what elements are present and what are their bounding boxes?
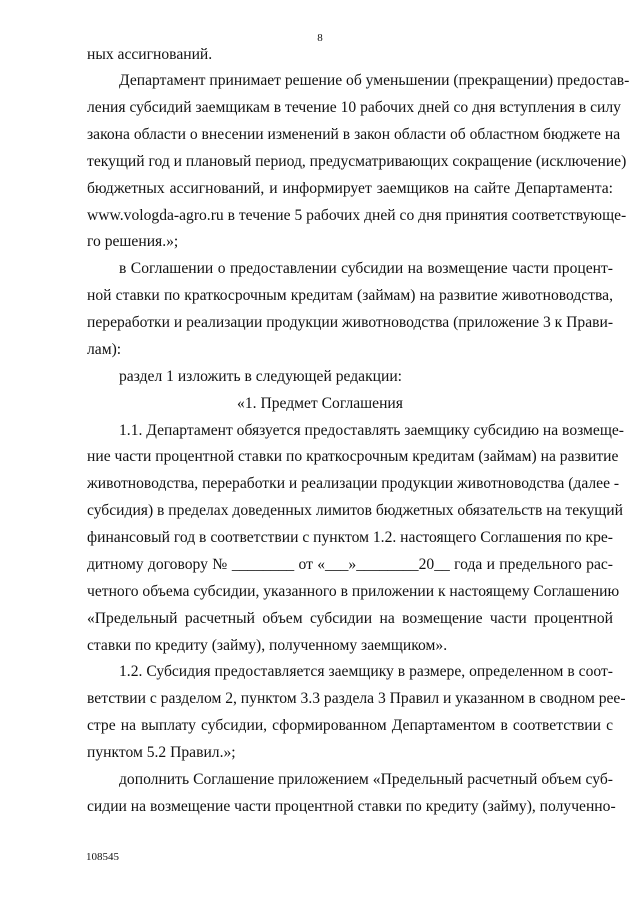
text-line: в Соглашении о предоставлении субсидии на возмещение части процент-	[119, 260, 613, 277]
text-line: ветствии с разделом 2, пунктом 3.3 раздела 3 Правил и указанном в сводном рее-	[87, 690, 626, 707]
text-line: www.vologda-agro.ru в течение 5 рабочих дней со дня принятия соответствующе-	[87, 207, 627, 224]
text-line: ставки по кредиту (займу), полученному заемщиком».	[87, 637, 448, 654]
page-number: 8	[317, 32, 323, 44]
text-line: ной ставки по краткосрочным кредитам (займам) на развитие животноводства,	[87, 287, 613, 304]
text-line: финансовый год в соответствии с пунктом 1.2. настоящего Соглашения по кре-	[87, 529, 613, 546]
text-line: 1.2. Субсидия предоставляется заемщику в размере, определенном в соот-	[119, 663, 613, 680]
text-line: го решения.»;	[87, 233, 179, 250]
text-line: ления субсидий заемщикам в течение 10 рабочих дней со дня вступления в силу	[87, 99, 621, 116]
text-line: ние части процентной ставки по краткосрочным кредитам (займам) на развитие	[87, 448, 619, 465]
text-line: дополнить Соглашение приложением «Предельный расчетный объем суб-	[119, 771, 613, 788]
text-line: сидии на возмещение части процентной ставки по кредиту (займу), полученно-	[87, 798, 616, 815]
text-line: бюджетных ассигнований, и информирует заемщиков на сайте Департамента:	[87, 180, 613, 197]
text-line: раздел 1 изложить в следующей редакции:	[119, 368, 403, 385]
text-line: дитному договору № ________ от «___»________20__ года и предельного рас-	[87, 556, 613, 573]
text-line: четного объема субсидии, указанного в приложении к настоящему Соглашению	[87, 583, 620, 600]
text-line: субсидия) в пределах доведенных лимитов бюджетных обязательств на текущий	[87, 502, 623, 519]
text-line: «Предельный расчетный объем субсидии на возмещение части процентной	[87, 610, 613, 627]
text-line: стре на выплату субсидии, сформированном Департаментом в соответствии с	[87, 717, 613, 734]
section-heading: «1. Предмет Соглашения	[237, 395, 403, 412]
document-code: 108545	[86, 851, 119, 863]
text-line: закона области о внесении изменений в закон области об областном бюджете на	[87, 126, 621, 143]
text-line: Департамент принимает решение об уменьшении (прекращении) предостав-	[119, 72, 630, 89]
text-line: лам):	[87, 341, 122, 358]
text-line: ных ассигнований.	[87, 46, 213, 63]
text-line: переработки и реализации продукции животноводства (приложение 3 к Прави-	[87, 314, 614, 331]
text-line: пунктом 5.2 Правил.»;	[87, 744, 236, 761]
text-line: животноводства, переработки и реализации продукции животноводства (далее -	[87, 475, 620, 492]
text-line: 1.1. Департамент обязуется предоставлять заемщику субсидию на возмеще-	[119, 422, 624, 439]
text-line: текущий год и плановый период, предусматривающих сокращение (исключение)	[87, 153, 627, 170]
